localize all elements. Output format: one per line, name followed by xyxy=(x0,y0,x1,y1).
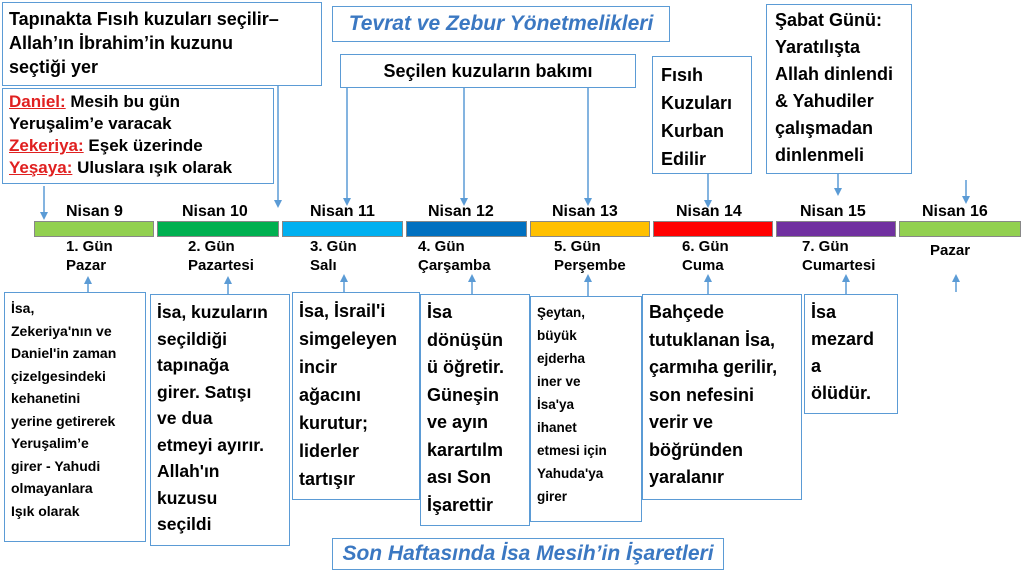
desc-line: İsa xyxy=(427,302,453,322)
desc-line: liderler xyxy=(299,441,360,461)
day-number: 4. Gün xyxy=(418,238,465,255)
note-sabbath-line: dinlenmeli xyxy=(775,145,865,165)
desc-line: ejderha xyxy=(537,351,586,366)
day-name: Cuma xyxy=(682,257,724,274)
desc-line: Daniel'in zaman xyxy=(11,345,117,361)
desc-line: ve ayın xyxy=(427,412,489,432)
desc-line: Bahçede xyxy=(649,302,725,322)
desc-line: İsa, kuzuların xyxy=(157,302,268,322)
note-temple-line: Allah’ın İbrahim’in kuzunu xyxy=(9,33,234,53)
day-name: Pazartesi xyxy=(188,257,254,274)
desc-line: olmayanlara xyxy=(11,480,93,496)
nisan-11-label: Nisan 11 xyxy=(310,203,375,220)
desc-line: a xyxy=(811,356,822,376)
prophet-yesaya-text: Uluslara ışık olarak xyxy=(72,158,233,177)
desc-line: girer - Yahudi xyxy=(11,457,101,474)
prophet-daniel-text: Mesih bu gün xyxy=(65,92,180,111)
desc-line: tartışır xyxy=(299,469,356,489)
desc-line: İsa, xyxy=(11,300,35,316)
nisan-10-label: Nisan 10 xyxy=(182,203,248,220)
desc-line: böğründen xyxy=(649,439,743,460)
desc-line: dönüşün xyxy=(427,329,503,350)
prophet-daniel: Daniel xyxy=(9,92,61,111)
desc-line: Zekeriya'nın ve xyxy=(11,322,112,339)
note-sabbath-line: Allah dinlendi xyxy=(775,64,894,84)
desc-line: ağacını xyxy=(299,385,362,405)
day-name: Salı xyxy=(310,257,337,274)
desc-line: etmeyi ayırır. xyxy=(157,434,265,455)
day-name: Pazar xyxy=(66,257,107,274)
desc-line: verir ve xyxy=(649,412,714,432)
desc-line: Güneşin xyxy=(427,384,500,405)
prophet-yesaya-colon: : xyxy=(66,158,73,177)
prophet-yesaya: Yeşaya xyxy=(9,158,67,177)
day-number: 5. Gün xyxy=(554,238,601,255)
desc-line: kuzusu xyxy=(157,487,218,508)
note-temple-line: Tapınakta Fısıh kuzuları seçilir– xyxy=(9,9,279,29)
nisan-15-label: Nisan 15 xyxy=(800,203,866,220)
desc-line: yerine getirerek xyxy=(11,412,116,429)
desc-line: iner ve xyxy=(537,374,581,389)
desc-line: ve dua xyxy=(157,408,213,428)
note-sabbath-line: Yaratılışta xyxy=(775,37,861,57)
desc-line: simgeleyen xyxy=(299,329,398,349)
desc-line: Işık olarak xyxy=(11,502,80,519)
desc-line: seçildiği xyxy=(157,328,228,349)
day-number: 2. Gün xyxy=(188,238,235,255)
desc-line: ihanet xyxy=(537,420,577,435)
desc-line: yaralanır xyxy=(649,467,725,487)
desc-line: girer. Satışı xyxy=(157,381,252,402)
nisan-9-label: Nisan 9 xyxy=(66,203,123,220)
desc-line: tapınağa xyxy=(157,355,229,375)
desc-line: ası Son xyxy=(427,467,492,487)
day-name: Çarşamba xyxy=(418,257,491,274)
desc-line: Allah'ın xyxy=(157,461,220,481)
desc-line: incir xyxy=(299,357,338,377)
nisan-12-label: Nisan 12 xyxy=(428,203,494,220)
prophet-zekeriya-colon: : xyxy=(78,136,84,155)
day-name: Pazar xyxy=(930,242,971,259)
note-temple-line: seçtiği yer xyxy=(9,57,99,77)
desc-line: İşarettir xyxy=(427,494,494,515)
day-number: 7. Gün xyxy=(802,238,849,255)
desc-line: tutuklanan İsa, xyxy=(649,329,776,350)
note-sacrifice-line: Edilir xyxy=(661,149,707,169)
desc-line: büyük xyxy=(537,328,577,343)
desc-line: mezard xyxy=(811,329,875,349)
note-sabbath-line: & Yahudiler xyxy=(775,91,874,111)
day-number: 3. Gün xyxy=(310,238,357,255)
prophet-zekeriya: Zekeriya xyxy=(9,136,78,155)
prophet-daniel-text-2: Yeruşalim’e varacak xyxy=(9,114,172,133)
desc-line: karartılm xyxy=(427,439,504,460)
desc-line: seçildi xyxy=(157,514,212,534)
desc-line: ölüdür. xyxy=(811,383,871,403)
desc-line: Yahuda'ya xyxy=(537,466,604,481)
nisan-16-label: Nisan 16 xyxy=(922,203,988,220)
desc-line: İsa xyxy=(811,302,837,322)
day-name: Perşembe xyxy=(554,257,626,274)
desc-line: etmesi için xyxy=(537,443,607,458)
prophet-zekeriya-text: Eşek üzerinde xyxy=(83,136,203,155)
desc-line: kehanetini xyxy=(11,390,81,406)
note-sacrifice-line: Kurban xyxy=(661,121,724,141)
desc-line: çarmıha gerilir, xyxy=(649,357,778,377)
note-lamb-care: Seçilen kuzuların bakımı xyxy=(340,54,636,88)
note-sabbath-line: çalışmadan xyxy=(775,118,874,138)
desc-line: kurutur; xyxy=(299,413,368,433)
note-sacrifice-line: Fısıh xyxy=(661,65,704,85)
nisan-14-label: Nisan 14 xyxy=(676,203,742,220)
note-sabbath-line: Şabat Günü: xyxy=(775,10,882,30)
desc-line: İsa'ya xyxy=(537,397,574,412)
desc-line: Yeruşalim’e xyxy=(11,435,89,451)
desc-line: çizelgesindeki xyxy=(11,367,106,384)
note-sacrifice-line: Kuzuları xyxy=(661,93,733,113)
day-number: 6. Gün xyxy=(682,238,729,255)
day-name: Cumartesi xyxy=(802,257,876,274)
desc-line: Şeytan, xyxy=(537,305,586,320)
desc-line: son nefesini xyxy=(649,384,755,405)
nisan-13-label: Nisan 13 xyxy=(552,203,618,220)
diagram-title-top: Tevrat ve Zebur Yönetmelikleri xyxy=(332,6,670,42)
desc-line: girer xyxy=(537,489,568,504)
desc-line: ü öğretir. xyxy=(427,357,505,377)
day-number: 1. Gün xyxy=(66,238,113,255)
diagram-title-bottom: Son Haftasında İsa Mesih’in İşaretleri xyxy=(332,538,724,570)
prophet-daniel-colon: : xyxy=(60,92,66,111)
desc-line: İsa, İsrail'i xyxy=(299,301,386,321)
